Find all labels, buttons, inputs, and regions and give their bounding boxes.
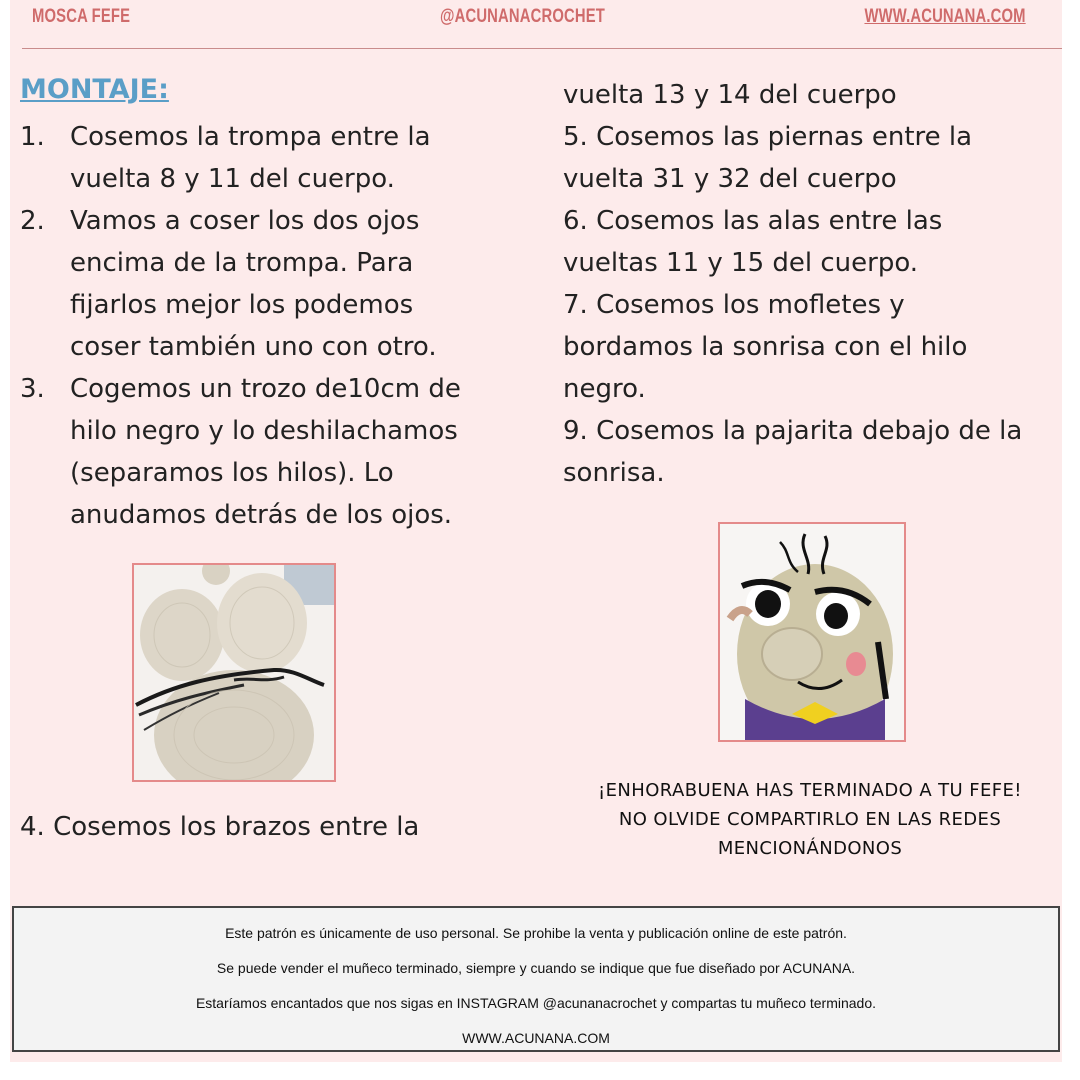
step-line: vuelta 31 y 32 del cuerpo: [563, 164, 897, 194]
step-line: vuelta 8 y 11 del cuerpo.: [70, 164, 395, 194]
step-4: 4. Cosemos los brazos entre la: [20, 812, 420, 842]
pattern-page: [10, 0, 1062, 1062]
website-link[interactable]: WWW.ACUNANA.COM: [864, 6, 1026, 27]
step-line: 7. Cosemos los mofletes y: [563, 290, 905, 320]
step-line: 9. Cosemos la pajarita debajo de la: [563, 416, 1023, 446]
step-line: 3. Cogemos un trozo de10cm de: [20, 374, 461, 404]
step-line: coser también uno con otro.: [70, 332, 437, 362]
step-line: vuelta 13 y 14 del cuerpo: [563, 80, 897, 110]
step-line: vueltas 11 y 15 del cuerpo.: [563, 248, 919, 278]
step-line: 5. Cosemos las piernas entre la: [563, 122, 973, 152]
finished-fefe-photo: [718, 522, 906, 742]
step-line: anudamos detrás de los ojos.: [70, 500, 453, 530]
step-line: negro.: [563, 374, 646, 404]
assembly-steps-right: [563, 74, 1063, 494]
congratulations-message: [570, 776, 1050, 863]
section-title: MONTAJE:: [20, 74, 169, 105]
step-line: hilo negro y lo deshilachamos: [70, 416, 458, 446]
finished-fly-illustration: [720, 524, 904, 740]
license-footer: [12, 906, 1060, 1052]
crochet-eyes-illustration: [134, 565, 334, 780]
header-divider: [22, 48, 1062, 49]
instagram-handle: @ACUNANACROCHET: [440, 6, 605, 27]
step-line: encima de la trompa. Para: [70, 248, 414, 278]
footer-line-3: Estaríamos encantados que nos sigas en INSTAGRAM @acunanacrochet y compartas tu muñeco terminado.: [195, 995, 877, 1011]
step-line: 2. Vamos a coser los dos ojos: [20, 206, 420, 236]
step-line: 1. Cosemos la trompa entre la: [20, 122, 431, 152]
step-line: sonrisa.: [563, 458, 665, 488]
eyes-assembly-photo: [132, 563, 336, 782]
step-line: fijarlos mejor los podemos: [70, 290, 414, 320]
assembly-steps-left: [20, 116, 540, 536]
pattern-name: MOSCA FEFE: [32, 6, 131, 27]
step-line: bordamos la sonrisa con el hilo: [563, 332, 968, 362]
congrats-line-1: ¡ENHORABUENA HAS TERMINADO A TU FEFE!: [598, 780, 1022, 801]
footer-line-1: Este patrón es únicamente de uso personal. Se prohibe la venta y publicación online de este patrón.: [225, 925, 847, 941]
footer-line-2: Se puede vender el muñeco terminado, siempre y cuando se indique que fue diseñado por ACUNANA.: [216, 960, 856, 976]
congrats-line-3: MENCIONÁNDONOS: [717, 838, 903, 859]
footer-website-link[interactable]: WWW.ACUNANA.COM: [462, 1030, 610, 1046]
step-line: (separamos los hilos). Lo: [70, 458, 394, 488]
congrats-line-2: NO OLVIDE COMPARTIRLO EN LAS REDES: [618, 809, 1002, 830]
step-line: 6. Cosemos las alas entre las: [563, 206, 943, 236]
page-header: [32, 6, 1026, 32]
